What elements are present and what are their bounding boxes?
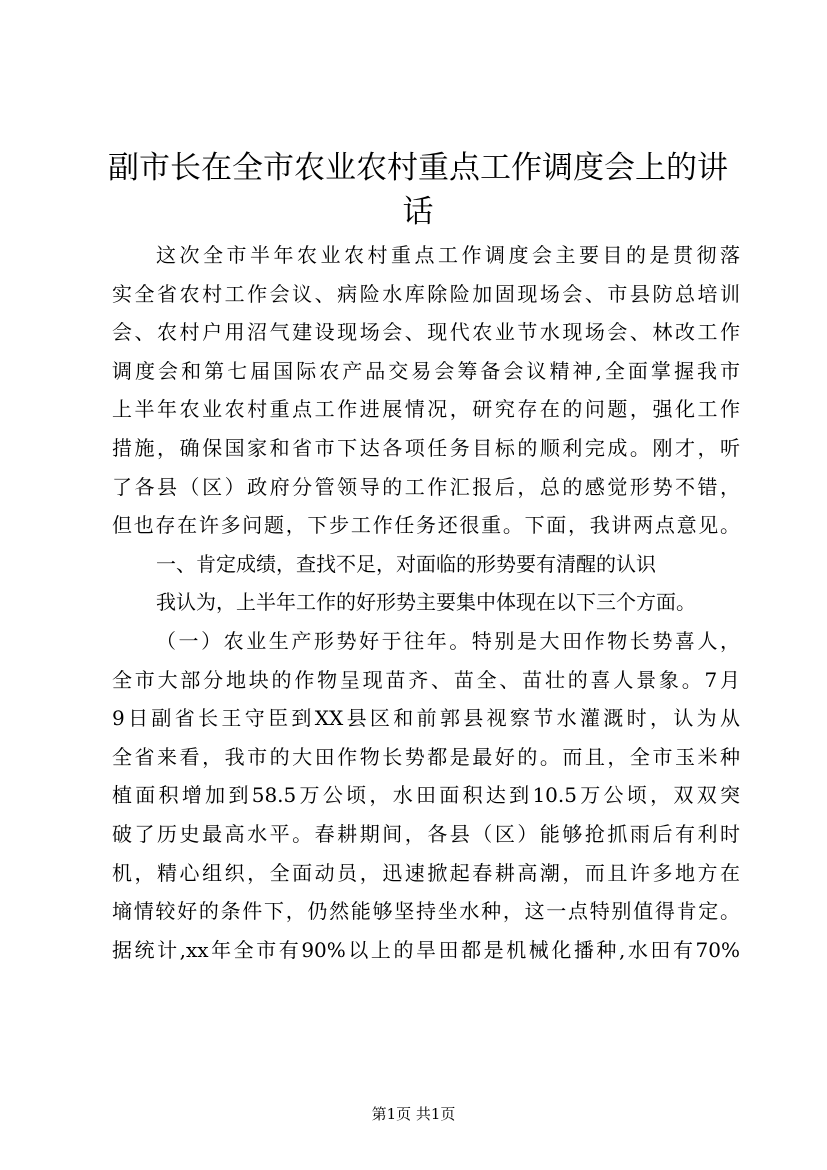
body-line: 了各县（区）政府分管领导的工作汇报后，总的感觉形势不错， [112, 474, 740, 499]
body-line: 机，精心组织，全面动员，迅速掀起春耕高潮，而且许多地方在 [112, 860, 740, 885]
title-line: 话 [402, 194, 434, 230]
body-line: 但也存在许多问题，下步工作任务还很重。下面，我讲两点意见。 [112, 513, 740, 538]
subsection-line: （一）农业生产形势好于往年。特别是大田作物长势喜人， [156, 628, 740, 653]
body-line: 上半年农业农村重点工作进展情况，研究存在的问题，强化工作 [112, 397, 740, 422]
body-line: 破了历史最高水平。春耕期间，各县（区）能够抢抓雨后有利时 [112, 821, 740, 846]
document-title [108, 146, 728, 234]
body-line: 我认为，上半年工作的好形势主要集中体现在以下三个方面。 [156, 590, 696, 615]
title-line: 副市长在全市农业农村重点工作调度会上的讲 [108, 150, 728, 186]
body-line: 实全省农村工作会议、病险水库除险加固现场会、市县防总培训 [112, 281, 740, 306]
body-line: 据统计,xx年全市有90%以上的旱田都是机械化播种,水田有70% [112, 937, 740, 962]
body-line: 9日副省长王守臣到XX县区和前郭县视察节水灌溉时，认为从 [112, 706, 740, 731]
body-line: 全省来看，我市的大田作物长势都是最好的。而且，全市玉米种 [112, 744, 740, 769]
section-heading: 一、肯定成绩，查找不足，对面临的形势要有清醒的认识 [156, 551, 656, 576]
body-line: 全市大部分地块的作物呈现苗齐、苗全、苗壮的喜人景象。7月 [112, 667, 740, 692]
page-footer: 第1页 共1页 [371, 1105, 456, 1123]
body-line: 植面积增加到58.5万公顷，水田面积达到10.5万公顷，双双突 [112, 783, 740, 808]
body-line: 措施，确保国家和省市下达各项任务目标的顺利完成。刚才，听 [112, 435, 740, 460]
document-body [112, 236, 740, 969]
body-line: 调度会和第七届国际农产品交易会筹备会议精神,全面掌握我市 [112, 358, 740, 383]
body-line: 墒情较好的条件下，仍然能够坚持坐水种，这一点特别值得肯定。 [112, 899, 740, 924]
body-line: 这次全市半年农业农村重点工作调度会主要目的是贯彻落 [156, 243, 740, 267]
body-line: 会、农村户用沼气建设现场会、现代农业节水现场会、林改工作 [112, 320, 740, 345]
